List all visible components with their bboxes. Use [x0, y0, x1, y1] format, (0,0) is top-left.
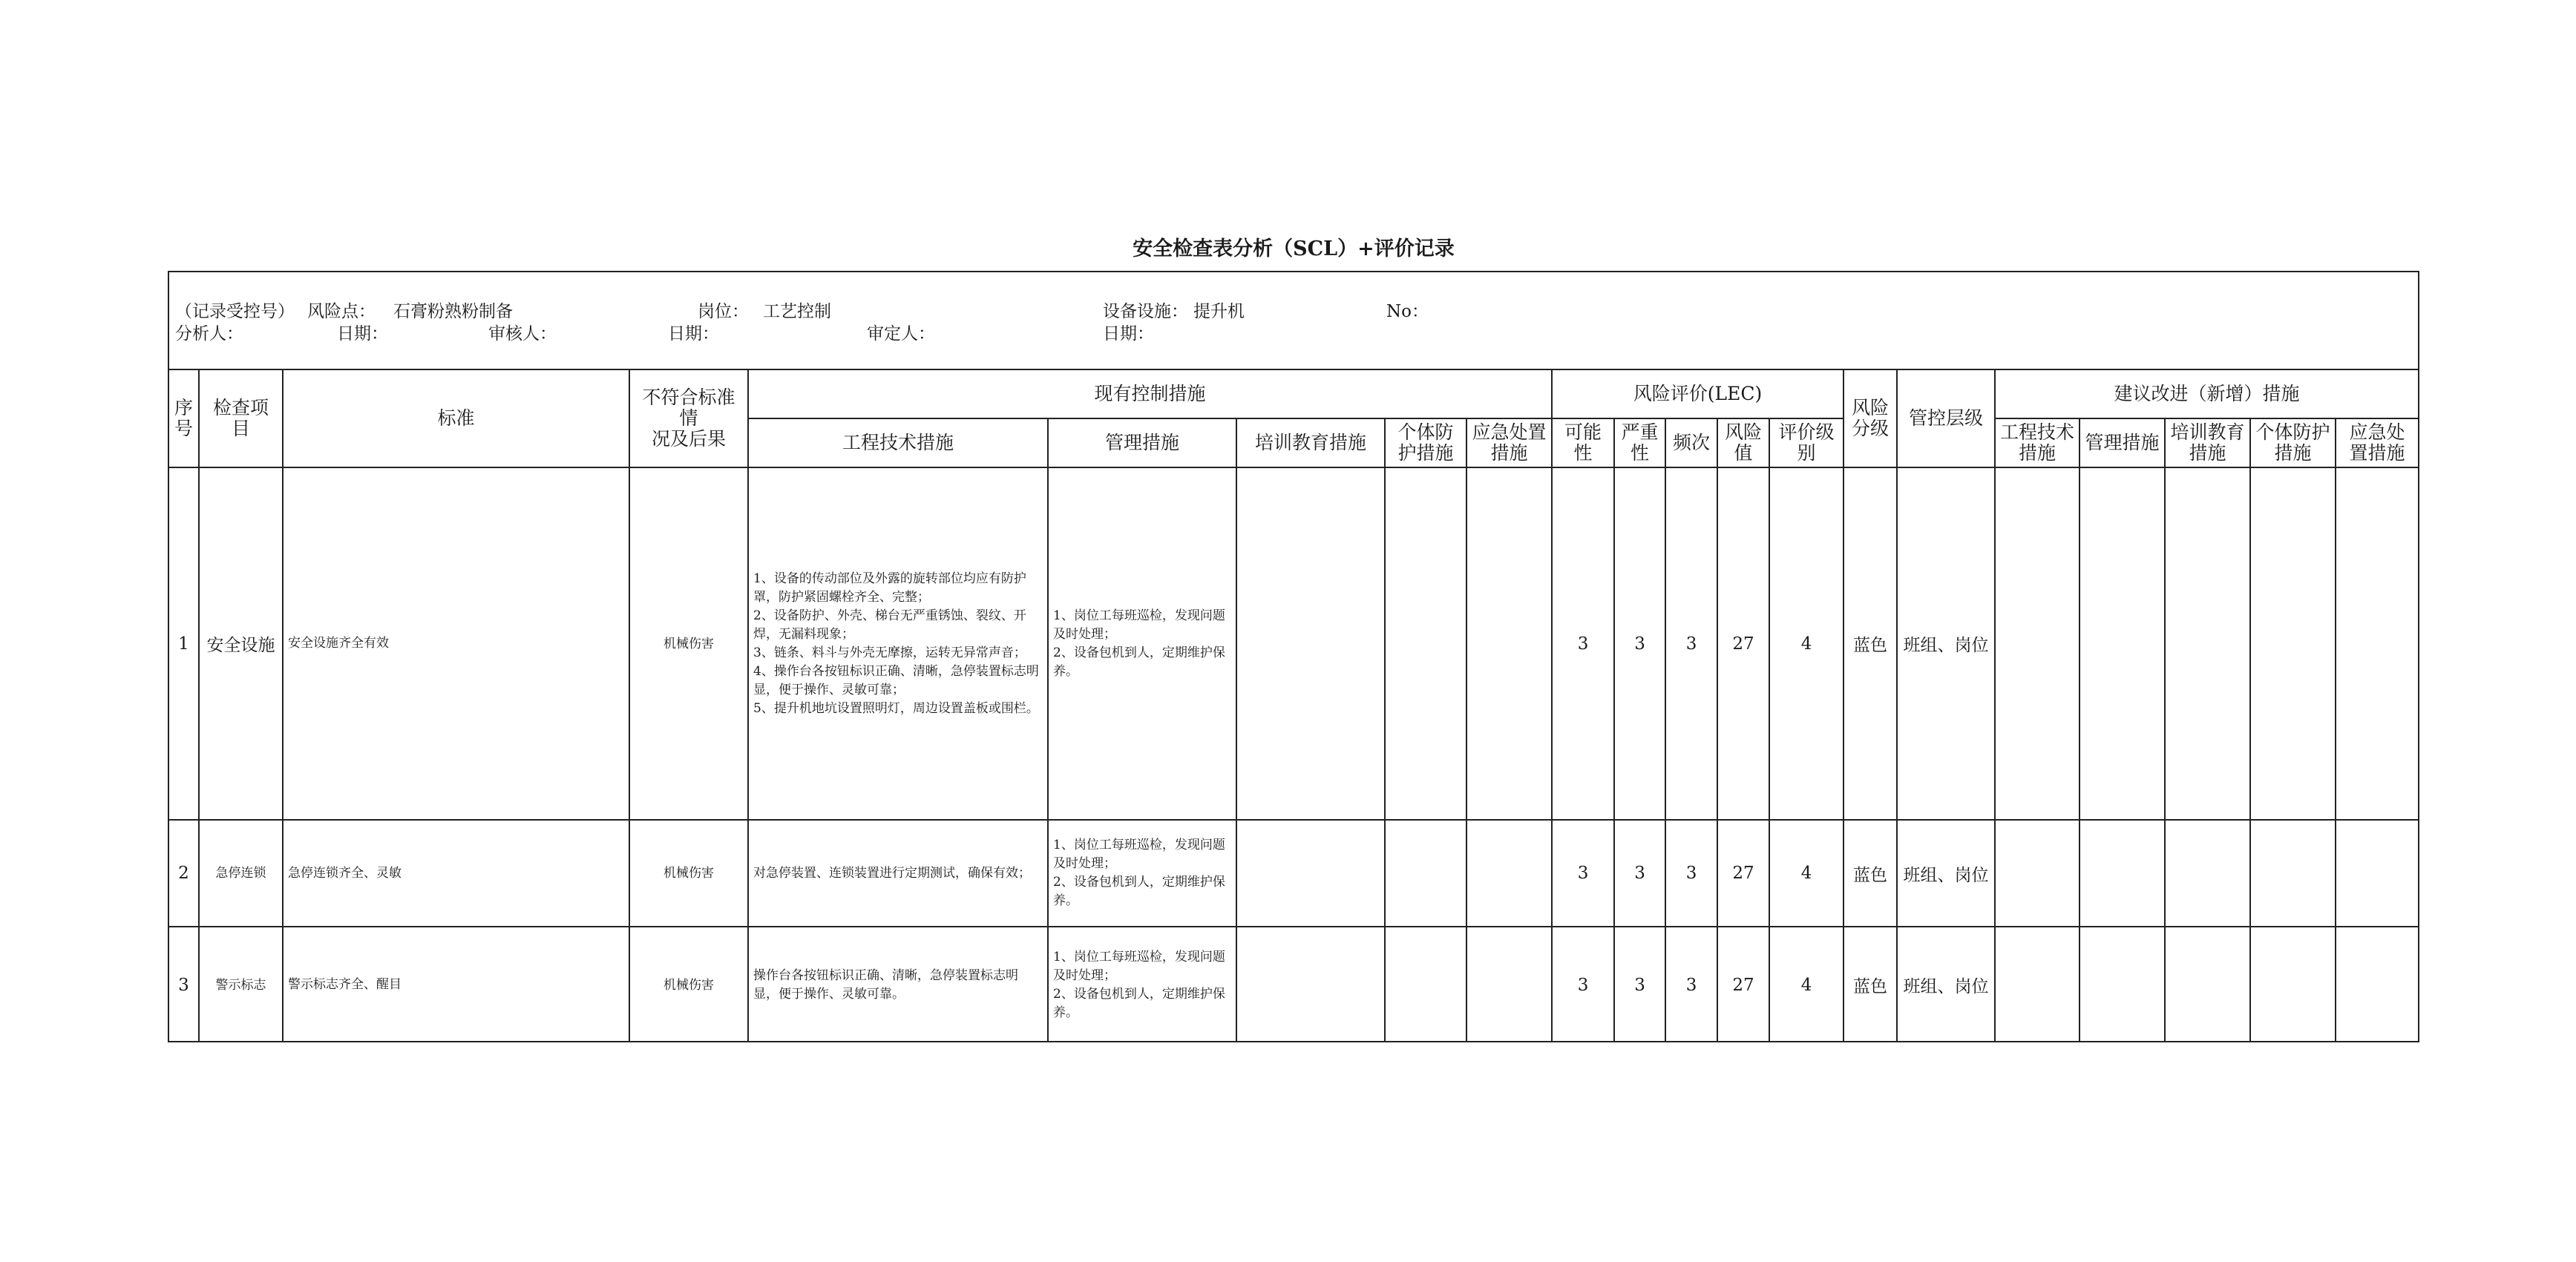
cell-risk-grade: 蓝色: [1843, 820, 1897, 927]
scl-table: [169, 370, 2418, 1042]
col-suggested-measures: 建议改进（新增）措施: [1995, 370, 2418, 418]
cell-standard: 警示标志齐全、醒目: [283, 927, 629, 1042]
date-label: 日期：: [1103, 324, 1154, 344]
cell-risk-value: 27: [1717, 927, 1769, 1042]
cell-suggest-emergency: [2336, 467, 2418, 820]
cell-check-item: 安全设施: [199, 467, 283, 820]
cell-severity: 3: [1614, 820, 1665, 927]
col-seq: 序号: [169, 370, 199, 467]
date-label: 日期：: [337, 324, 388, 344]
cell-control-level: 班组、岗位: [1897, 927, 1995, 1042]
col-risk-grade: 风险分级: [1843, 370, 1897, 467]
col-likelihood: 可能性: [1552, 418, 1614, 467]
table-row: [169, 927, 2418, 1042]
col-standard: 标准: [283, 370, 629, 467]
cell-likelihood: 3: [1552, 467, 1614, 820]
cell-seq: 2: [169, 820, 199, 927]
cell-suggest-emergency: [2336, 927, 2418, 1042]
post-value: 工艺控制: [763, 302, 831, 321]
cell-suggest-training: [2165, 820, 2250, 927]
table-row: [169, 467, 2418, 820]
cell-management: 1、岗位工每班巡检，发现问题及时处理； 2、设备包机到人，定期维护保养。: [1048, 820, 1236, 927]
col-control-level: 管控层级: [1897, 370, 1995, 467]
col-nonconformity: 不符合标准情 况及后果: [629, 370, 748, 467]
cell-evaluation-level: 4: [1769, 927, 1843, 1042]
cell-risk-grade: 蓝色: [1843, 467, 1897, 820]
cell-consequence: 机械伤害: [629, 820, 748, 927]
cell-ppe: [1385, 927, 1466, 1042]
approver-label: 审定人：: [867, 324, 935, 344]
page-title: 安全检查表分析（SCL）+评价记录: [1133, 237, 1455, 260]
col-suggest-emergency: 应急处置措施: [2336, 418, 2418, 467]
cell-severity: 3: [1614, 467, 1665, 820]
cell-likelihood: 3: [1552, 820, 1614, 927]
cell-ppe: [1385, 467, 1466, 820]
col-lec-evaluation: 风险评价(LEC): [1552, 370, 1843, 418]
cell-management: 1、岗位工每班巡检，发现问题及时处理； 2、设备包机到人，定期维护保养。: [1048, 927, 1236, 1042]
cell-risk-grade: 蓝色: [1843, 927, 1897, 1042]
cell-suggest-engineering: [1995, 467, 2080, 820]
analyst-label: 分析人：: [175, 324, 243, 344]
cell-check-item: 警示标志: [199, 927, 283, 1042]
cell-seq: 1: [169, 467, 199, 820]
cell-consequence: 机械伤害: [629, 927, 748, 1042]
col-suggest-ppe: 个体防护措施: [2250, 418, 2336, 467]
cell-likelihood: 3: [1552, 927, 1614, 1042]
equipment-value: 提升机: [1193, 302, 1245, 321]
cell-check-item: 急停连锁: [199, 820, 283, 927]
cell-control-level: 班组、岗位: [1897, 467, 1995, 820]
cell-standard: 安全设施齐全有效: [283, 467, 629, 820]
cell-frequency: 3: [1665, 467, 1717, 820]
col-check-item: 检查项目: [199, 370, 283, 467]
cell-engineering: 操作台各按钮标识正确、清晰，急停装置标志明显，便于操作、灵敏可靠。: [748, 927, 1048, 1042]
cell-control-level: 班组、岗位: [1897, 820, 1995, 927]
cell-suggest-ppe: [2250, 927, 2336, 1042]
cell-frequency: 3: [1665, 820, 1717, 927]
cell-engineering: 1、设备的传动部位及外露的旋转部位均应有防护罩，防护紧固螺栓齐全、完整； 2、设备防护、外壳、梯台无严重锈蚀、裂纹、开焊，无漏料现象； 3、链条、料斗与外壳无摩擦，运转无异常声音； 4、操作台各按钮标识正确、清晰，急停装置标志明显，便于操作、灵敏可靠； 5、提升机地坑设置照明灯，周边设置盖板或围栏。: [748, 467, 1048, 820]
cell-management: 1、岗位工每班巡检，发现问题及时处理； 2、设备包机到人，定期维护保养。: [1048, 467, 1236, 820]
cell-suggest-management: [2080, 467, 2165, 820]
col-suggest-training: 培训教育措施: [2165, 418, 2250, 467]
cell-training: [1236, 820, 1385, 927]
cell-suggest-training: [2165, 467, 2250, 820]
col-training-measures: 培训教育措施: [1236, 418, 1385, 467]
date-label: 日期：: [668, 324, 719, 344]
col-severity: 严重性: [1614, 418, 1665, 467]
col-risk-value: 风险值: [1717, 418, 1769, 467]
cell-emergency: [1466, 467, 1552, 820]
table-row: [169, 820, 2418, 927]
col-frequency: 频次: [1665, 418, 1717, 467]
info-header: [169, 272, 2418, 370]
cell-suggest-engineering: [1995, 820, 2080, 927]
cell-ppe: [1385, 820, 1466, 927]
cell-suggest-management: [2080, 927, 2165, 1042]
cell-consequence: 机械伤害: [629, 467, 748, 820]
record-number-label: （记录受控号）: [175, 302, 295, 321]
scl-sheet: [168, 271, 2419, 1042]
col-suggest-management: 管理措施: [2080, 418, 2165, 467]
cell-seq: 3: [169, 927, 199, 1042]
cell-suggest-emergency: [2336, 820, 2418, 927]
reviewer-label: 审核人：: [488, 324, 557, 344]
cell-risk-value: 27: [1717, 820, 1769, 927]
cell-standard: 急停连锁齐全、灵敏: [283, 820, 629, 927]
col-suggest-engineering: 工程技术措施: [1995, 418, 2080, 467]
cell-emergency: [1466, 927, 1552, 1042]
cell-suggest-management: [2080, 820, 2165, 927]
risk-point-label: 风险点：: [307, 302, 376, 321]
cell-risk-value: 27: [1717, 467, 1769, 820]
cell-suggest-ppe: [2250, 820, 2336, 927]
col-existing-controls: 现有控制措施: [748, 370, 1552, 418]
col-emergency-measures: 应急处置措施: [1466, 418, 1552, 467]
cell-training: [1236, 927, 1385, 1042]
cell-frequency: 3: [1665, 927, 1717, 1042]
col-engineering-measures: 工程技术措施: [748, 418, 1048, 467]
cell-evaluation-level: 4: [1769, 820, 1843, 927]
col-management-measures: 管理措施: [1048, 418, 1236, 467]
cell-suggest-training: [2165, 927, 2250, 1042]
col-ppe-measures: 个体防护措施: [1385, 418, 1466, 467]
cell-evaluation-level: 4: [1769, 467, 1843, 820]
equipment-label: 设备设施：: [1103, 302, 1188, 321]
post-label: 岗位：: [698, 302, 749, 321]
cell-severity: 3: [1614, 927, 1665, 1042]
cell-suggest-ppe: [2250, 467, 2336, 820]
risk-point-value: 石膏粉熟粉制备: [393, 302, 513, 321]
cell-emergency: [1466, 820, 1552, 927]
cell-suggest-engineering: [1995, 927, 2080, 1042]
no-label: No：: [1386, 302, 1429, 321]
col-evaluation-level: 评价级别: [1769, 418, 1843, 467]
cell-training: [1236, 467, 1385, 820]
cell-engineering: 对急停装置、连锁装置进行定期测试，确保有效；: [748, 820, 1048, 927]
